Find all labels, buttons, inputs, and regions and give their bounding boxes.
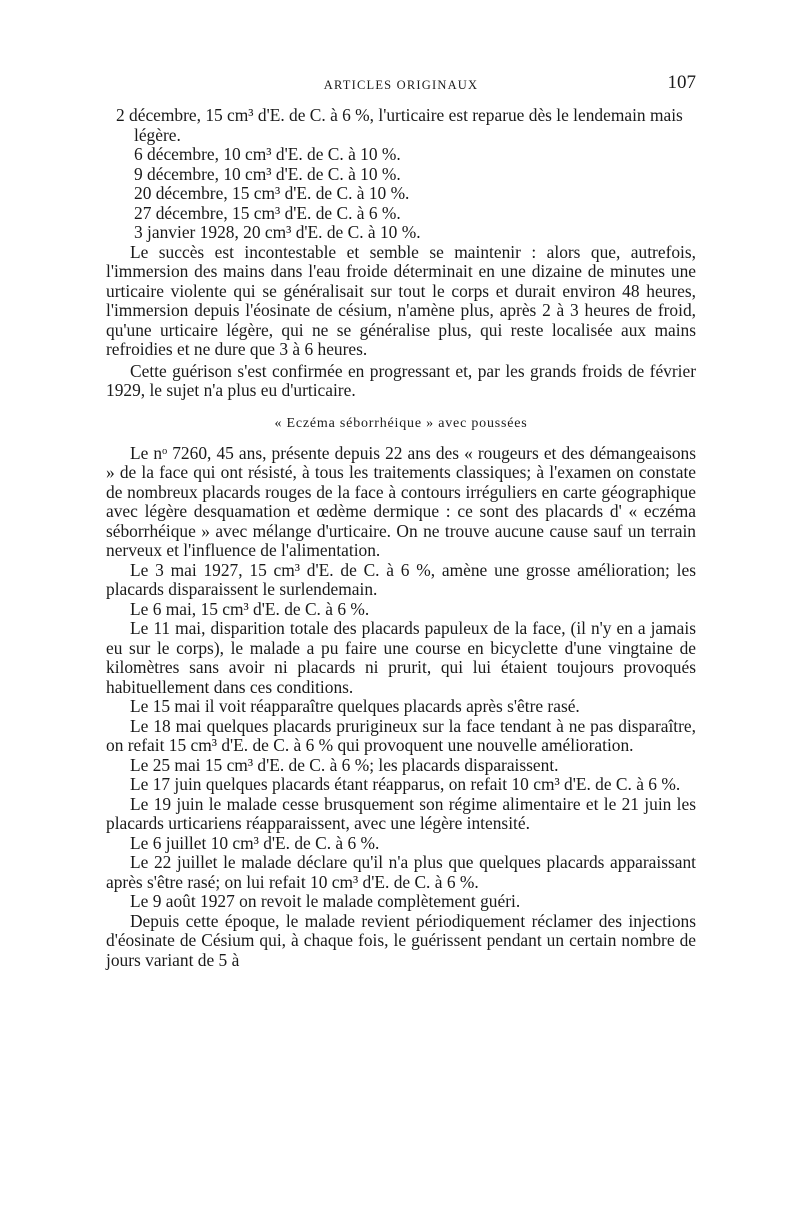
paragraph-observation: Le 17 juin quelques placards étant réapparus, on refait 10 cm³ d'E. de C. à 6 %. [130, 774, 681, 794]
page-number: 107 [667, 72, 696, 93]
paragraph-observation: Le 11 mai, disparition totale des placards papuleux de la face, (il n'y en a jamais eu sur le corps), le malade a pu faire une course en bicyclette d'une vingtaine de kilomètres sans avoir ni placards ni prurit, qui lui étaient toujours provoqués habituellement dans ces conditions. [106, 618, 696, 697]
paragraph-outcome: Le 9 août 1927 on revoit le malade complètement guéri. [130, 891, 521, 911]
paragraph-dose: Le 3 mai 1927, 15 cm³ d'E. de C. à 6 %, amène une grosse amélioration; les placards disparaissent le surlendemain. [106, 559, 696, 599]
dose-entry: 6 décembre, 10 cm³ d'E. de C. à 10 %. [134, 144, 401, 164]
paragraph-observation: Le 15 mai il voit réapparaître quelques placards après s'être rasé. [130, 696, 580, 716]
paragraph-observation: Le 22 juillet le malade déclare qu'il n'a plus que quelques placards apparaissant après s'être rasé; on lui refait 10 cm³ d'E. de C. à 6 %. [106, 852, 696, 892]
paragraph-case-description: Le nᵒ 7260, 45 ans, présente depuis 22 ans des « rougeurs et des démangeaisons » de la face qui ont résisté, à tous les traitements classiques; à l'examen on constate de nombreux placards rouges de la face à contours irréguliers en carte géographique avec légère desquamation et œdème dermique : ce sont des placards d' « eczéma séborrhéique » avec mélange d'urticaire. On ne trouve aucune cause sauf un terrain nerveux et l'influence de l'alimentation. [106, 442, 696, 560]
paragraph-followup: Depuis cette époque, le malade revient périodiquement réclamer des injections d'éosinate de Césium qui, à chaque fois, le guérissent pendant un certain nombre de jours variant de 5 à [106, 910, 696, 970]
header-title: ARTICLES ORIGINAUX [323, 78, 479, 92]
paragraph-dose: Le 6 mai, 15 cm³ d'E. de C. à 6 %. [130, 598, 370, 619]
paragraph-observation: Le 19 juin le malade cesse brusquement son régime alimentaire et le 21 juin les placards urticariens réapparaissent, avec une légère intensité. [106, 793, 696, 833]
paragraph-success: Le succès est incontestable et semble se maintenir : alors que, autrefois, l'immersion des mains dans l'eau froide déterminait en une dizaine de minutes une urticaire violente qui se généralisait sur tout le corps et durait environ 48 heures, l'immersion depuis l'éosinate de césium, n'amène plus, après 2 à 3 heures de froid, qu'une urticaire légère, qui ne se généralise plus, qui reste localisée aux mains refroidies et ne dure que 3 à 6 heures. [106, 241, 696, 359]
dose-entry: 27 décembre, 15 cm³ d'E. de C. à 6 %. [134, 202, 401, 223]
dose-entry: 9 décembre, 10 cm³ d'E. de C. à 10 %. [134, 163, 401, 184]
paragraph-confirmation: Cette guérison s'est confirmée en progressant et, par les grands froids de février 1929, le sujet n'a plus eu d'urticaire. [106, 360, 696, 400]
section-heading: « Eczéma séborrhéique » avec poussées [274, 415, 528, 431]
paragraph-dose: Le 6 juillet 10 cm³ d'E. de C. à 6 %. [130, 832, 380, 853]
paragraph-observation: Le 18 mai quelques placards prurigineux sur la face tendant à ne pas disparaître, on refait 15 cm³ d'E. de C. à 6 % qui provoquent une nouvelle amélioration. [106, 715, 696, 755]
dose-entry: 2 décembre, 15 cm³ d'E. de C. à 6 %, l'urticaire est reparue dès le lendemain mais légère. [116, 105, 683, 145]
dose-entry: 3 janvier 1928, 20 cm³ d'E. de C. à 10 %. [134, 222, 421, 242]
document-page [106, 72, 696, 970]
dose-entry: 20 décembre, 15 cm³ d'E. de C. à 10 %. [134, 183, 410, 203]
running-header [106, 72, 696, 98]
paragraph-observation: Le 25 mai 15 cm³ d'E. de C. à 6 %; les placards disparaissent. [130, 754, 559, 775]
